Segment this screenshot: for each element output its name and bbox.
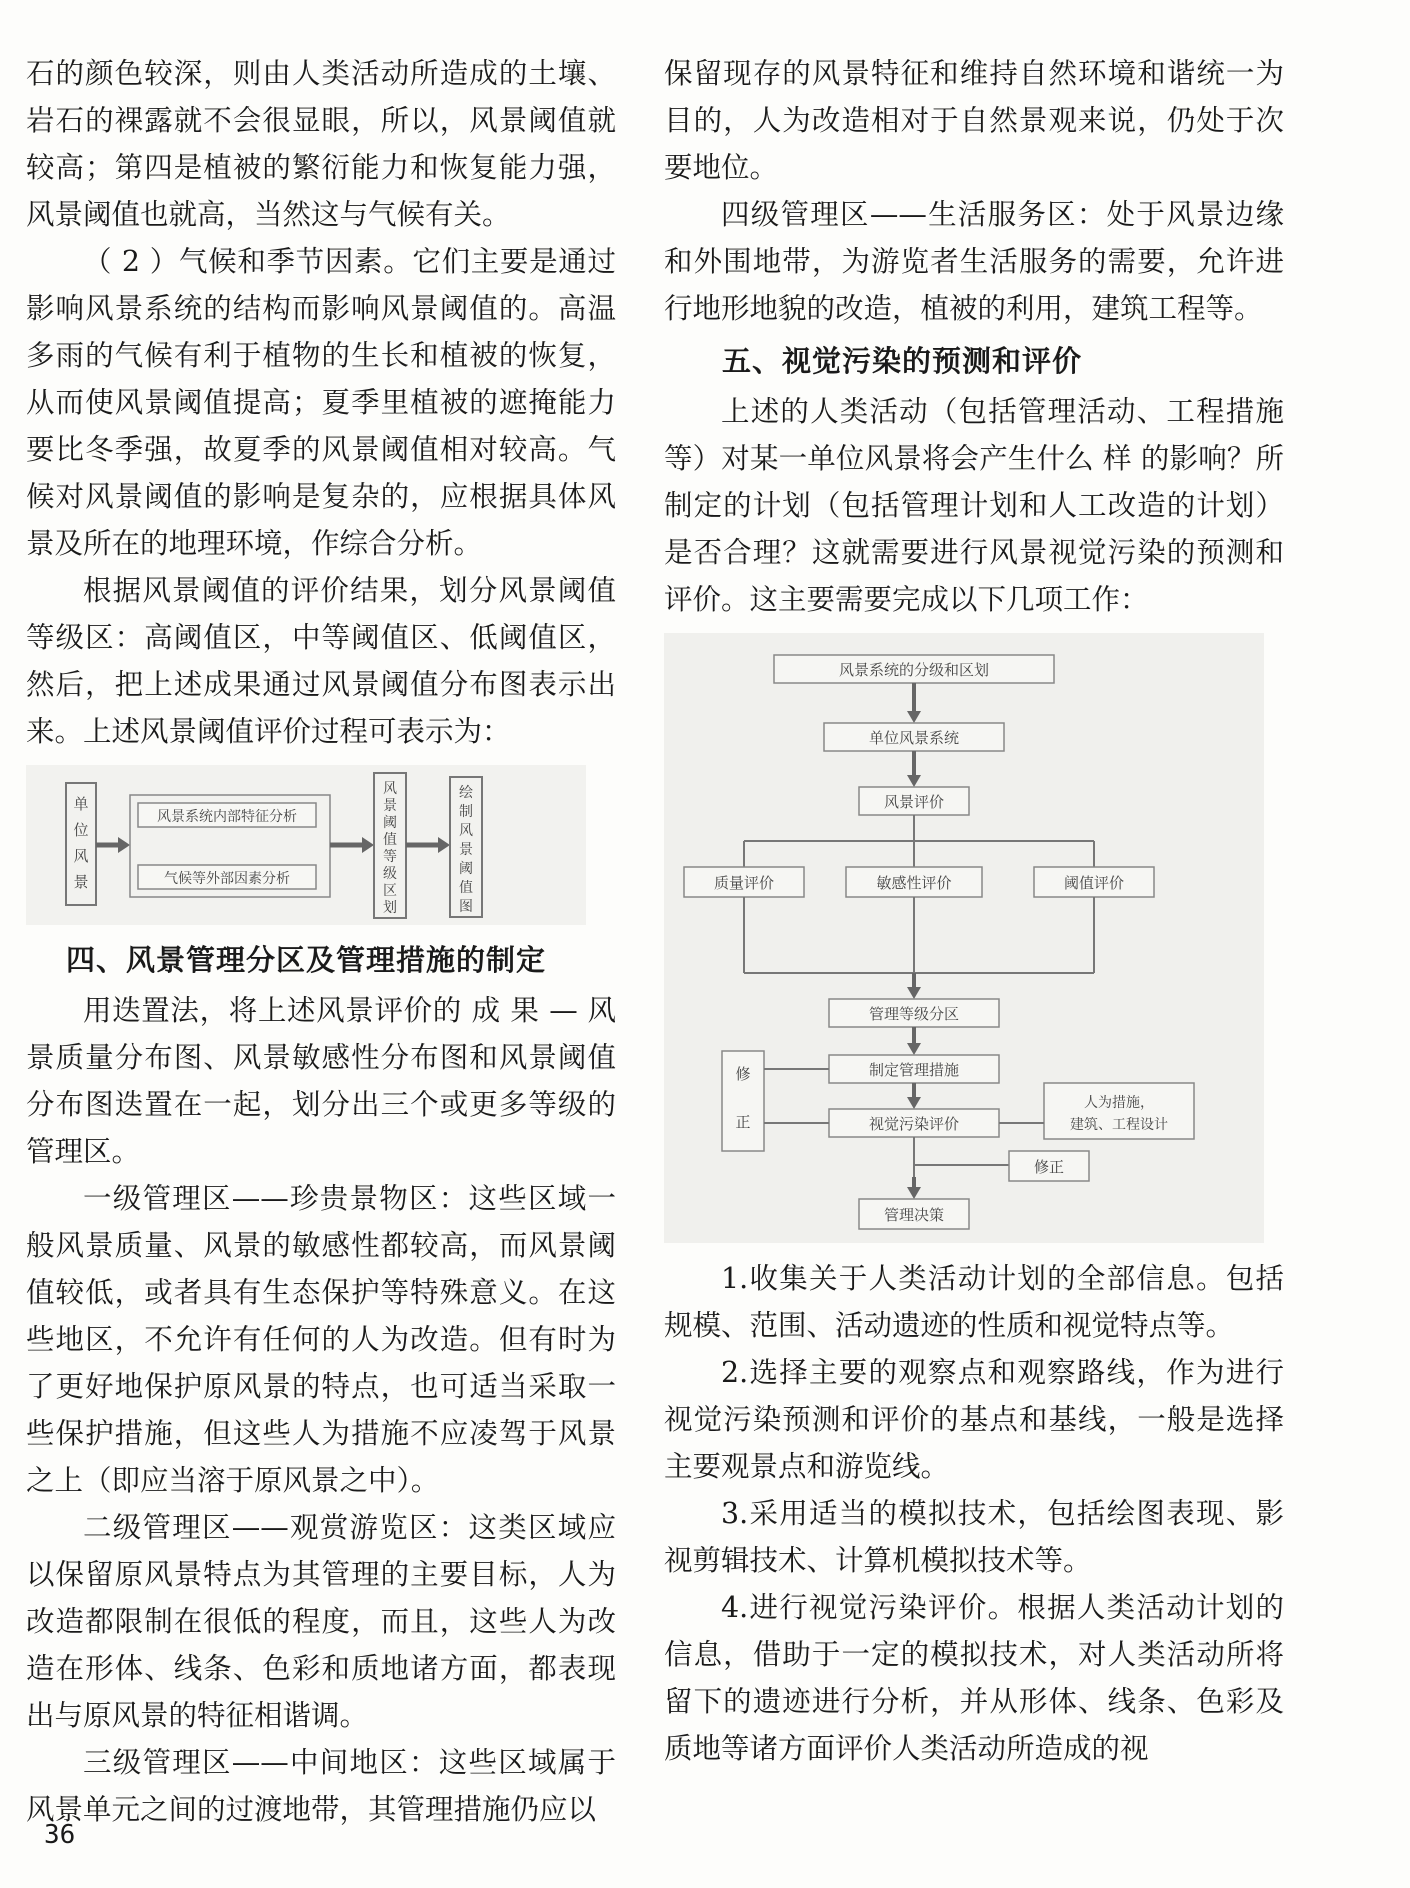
left-paragraph-5: 一级管理区——珍贵景物区：这些区域一般风景质量、风景的敏感性都较高，而风景阈值较低，或者具有生态保护等特殊意义。在这些地区，不允许有任何的人为改造。但有时为了更好地保护原风景的特点，也可适当采取一些保护措施，但这些人为措施不应凌驾于风景之上（即应当溶于原风景之中）。 — [26, 1182, 616, 1497]
zoning-char: 景 — [383, 798, 397, 814]
map-char: 值 — [459, 880, 473, 896]
external-analysis-label: 气候等外部因素分析 — [164, 871, 290, 887]
zoning-label: 管理等级分区 — [868, 1005, 960, 1023]
zoning-char: 级 — [383, 866, 397, 882]
section-5-heading: 五、视觉污染的预测和评价 — [722, 344, 1083, 378]
section-4-heading: 四、风景管理分区及管理措施的制定 — [66, 943, 547, 977]
work-item-2: 2.选择主要的观察点和观察路线，作为进行视觉污染预测和评价的基点和基线，一般是选择主要观景点和游览线。 — [664, 1356, 1284, 1483]
right-paragraph-2: 四级管理区——生活服务区：处于风景边缘和外围地带，为游览者生活服务的需要，允许进行地形地貌的改造，植被的利用，建筑工程等。 — [664, 198, 1284, 325]
unit-system-label: 单位风景系统 — [868, 729, 960, 747]
left-paragraph-3: 根据风景阈值的评价结果，划分风景阈值等级区：高阈值区，中等阈值区、低阈值区，然后，把上述成果通过风景阈值分布图表示出来。上述风景阈值评价过程可表示为： — [26, 574, 616, 748]
zoning-char: 等 — [383, 849, 397, 865]
sensitivity-label: 敏感性评价 — [876, 874, 952, 892]
decision-label: 管理决策 — [883, 1206, 945, 1224]
left-paragraph-1: 石的颜色较深，则由人类活动所造成的土壤、岩石的裸露就不会很显眼，所以，风景阈值就较高；第四是植被的繁衍能力和恢复能力强，风景阈值也就高，当然这与气候有关。 — [26, 57, 616, 231]
pollution-flow-diagram — [664, 633, 1284, 1243]
zoning-char: 划 — [383, 900, 397, 916]
zoning-char: 值 — [383, 832, 397, 848]
unit-char: 景 — [73, 873, 89, 891]
quality-label: 质量评价 — [713, 874, 775, 892]
zoning-char: 区 — [383, 883, 397, 899]
correction-right-label: 修正 — [1033, 1158, 1065, 1176]
map-char: 制 — [459, 804, 473, 820]
page-number: 36 — [44, 1820, 76, 1850]
zoning-char: 阈 — [383, 815, 397, 831]
pollution-eval-label: 视觉污染评价 — [868, 1115, 960, 1133]
measures-label: 制定管理措施 — [868, 1061, 960, 1079]
work-item-3: 3.采用适当的模拟技术，包括绘图表现、影视剪辑技术、计算机模拟技术等。 — [664, 1497, 1284, 1577]
classify-label: 风景系统的分级和区划 — [838, 661, 990, 679]
right-paragraph-3: 上述的人类活动（包括管理活动、工程措施等）对某一单位风景将会产生什么 样 的影响？所制定的计划（包括管理计划和人工改造的计划）是否合理？这就需要进行风景视觉污染的预测和评价。这主要需要完成以下几项工作： — [664, 395, 1284, 616]
correction-left-char: 正 — [735, 1113, 751, 1131]
map-char: 阈 — [459, 861, 473, 877]
zoning-char: 风 — [383, 781, 397, 797]
evaluation-label: 风景评价 — [883, 793, 945, 811]
human-measures-line-1: 人为措施， — [1084, 1095, 1154, 1111]
threshold-label: 阈值评价 — [1063, 874, 1125, 892]
correction-left-char: 修 — [735, 1065, 751, 1083]
threshold-flow-svg — [26, 765, 586, 925]
unit-char: 风 — [73, 847, 89, 865]
left-paragraph-6: 二级管理区——观赏游览区：这类区域应以保留原风景特点为其管理的主要目标，人为改造都限制在很低的程度，而且，这些人为改造在形体、线条、色彩和质地诸方面，都表现出与原风景的特征相谐调。 — [26, 1511, 616, 1732]
left-paragraph-4: 用迭置法，将上述风景评价的 成 果 — 风景质量分布图、风景敏感性分布图和风景阈值分布图迭置在一起，划分出三个或更多等级的管理区。 — [26, 994, 616, 1168]
right-paragraph-1: 保留现存的风景特征和维持自然环境和谐统一为目的，人为改造相对于自然景观来说，仍处于次要地位。 — [664, 57, 1284, 184]
work-item-1: 1.收集关于人类活动计划的全部信息。包括规模、范围、活动遗迹的性质和视觉特点等。 — [664, 1262, 1284, 1342]
internal-analysis-label: 风景系统内部特征分析 — [157, 809, 297, 825]
threshold-flow-diagram — [26, 765, 616, 925]
unit-char: 位 — [73, 821, 89, 839]
map-char: 风 — [459, 823, 473, 839]
right-column — [664, 50, 1284, 1772]
unit-char: 单 — [73, 795, 89, 813]
work-item-4: 4.进行视觉污染评价。根据人类活动计划的信息，借助于一定的模拟技术，对人类活动所将留下的遗迹进行分析，并从形体、线条、色彩及质地等诸方面评价人类活动所造成的视 — [664, 1591, 1284, 1765]
left-column — [26, 50, 616, 1833]
map-char: 景 — [459, 842, 473, 858]
map-char: 绘 — [459, 785, 473, 801]
human-measures-line-2: 建筑、工程设计 — [1070, 1117, 1168, 1133]
left-paragraph-2: （ 2 ）气候和季节因素。它们主要是通过影响风景系统的结构而影响风景阈值的。高温多雨的气候有利于植物的生长和植被的恢复，从而使风景阈值提高；夏季里植被的遮掩能力要比冬季强，故夏季的风景阈值相对较高。气候对风景阈值的影响是复杂的，应根据具体风景及所在的地理环境，作综合分析。 — [26, 245, 616, 560]
map-char: 图 — [459, 899, 473, 915]
left-paragraph-7: 三级管理区——中间地区：这些区域属于风景单元之间的过渡地带，其管理措施仍应以 — [26, 1746, 616, 1826]
pollution-flow-svg — [664, 633, 1264, 1243]
